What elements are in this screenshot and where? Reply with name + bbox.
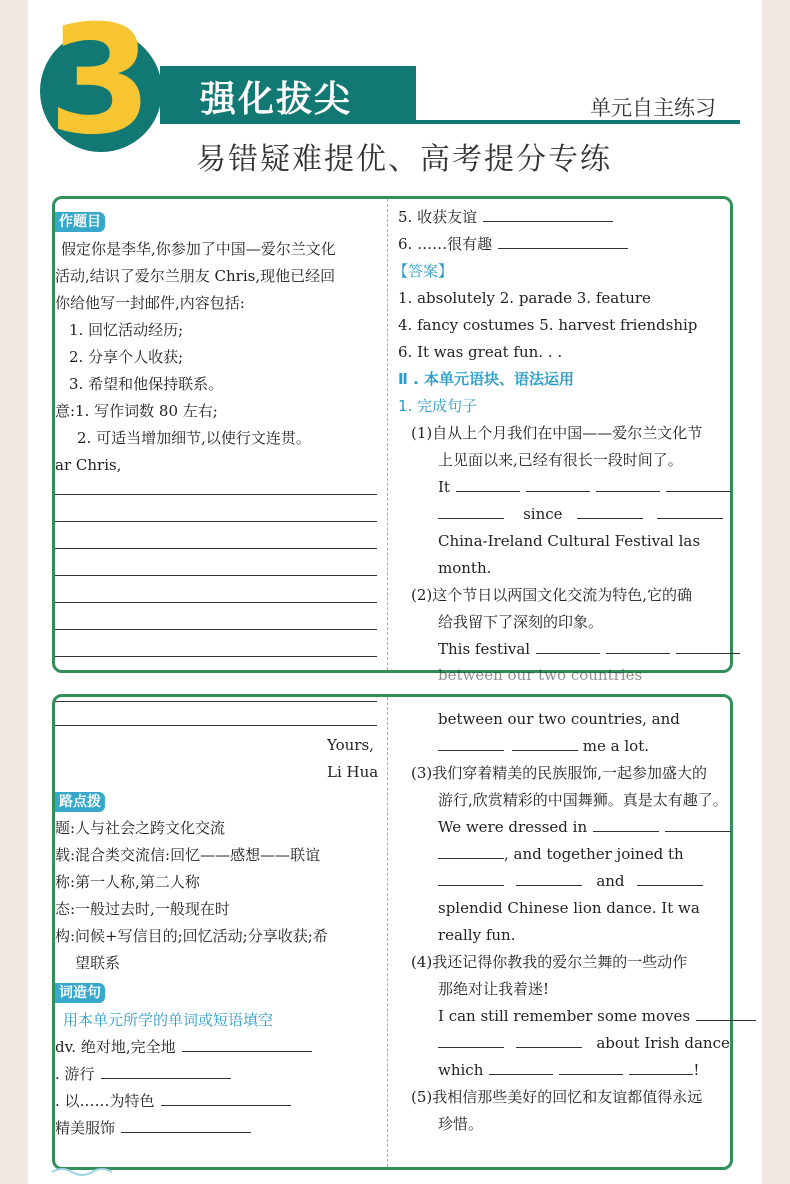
tips-line: 望联系 — [75, 954, 121, 972]
answer-blank[interactable] — [657, 505, 723, 519]
sentence-fill: between our two countries — [438, 666, 643, 684]
sentence-fill: splendid Chinese lion dance. It wa — [438, 899, 700, 917]
answer-line: 1. absolutely 2. parade 3. feature — [398, 289, 651, 307]
answer-blank[interactable] — [665, 818, 731, 832]
letter-greeting: ar Chris, — [55, 456, 122, 474]
sentence-prompt: (4)我还记得你教我的爱尔兰舞的一些动作 — [411, 953, 688, 971]
section-heading: Ⅱ . 本单元语块、语法运用 — [398, 370, 575, 388]
sentence-prompt: (2)这个节日以两国文化交流为特色,它的确 — [411, 586, 693, 604]
answer-blank[interactable] — [489, 1061, 553, 1075]
answer-label: 【答案】 — [393, 262, 454, 280]
task-line: 你给他写一封邮件,内容包括: — [55, 294, 245, 312]
answer-blank[interactable] — [438, 872, 504, 886]
answer-blank[interactable] — [676, 640, 740, 654]
task-line: 活动,结识了爱尔兰朋友 Chris,现他已经回 — [55, 267, 336, 285]
sentence-fill: , and together joined th — [438, 844, 684, 864]
vocab-item-6: 6. ……很有趣 — [398, 234, 628, 254]
answer-blank[interactable] — [637, 872, 703, 886]
exercise-heading: 1. 完成句子 — [398, 397, 478, 415]
vocab-item: . 游行 — [55, 1064, 231, 1084]
sentence-fill: month. — [438, 559, 492, 577]
sentence-prompt: 游行,欣赏精彩的中国舞狮。真是太有趣了。 — [438, 791, 728, 809]
vocab-item: dv. 绝对地,完全地 — [55, 1037, 312, 1057]
sentence-prompt: 珍惜。 — [438, 1115, 484, 1133]
sentence-fill: since — [438, 504, 723, 524]
sentence-prompt: 上见面以来,已经有很长一段时间了。 — [438, 451, 683, 469]
tips-line: 态:一般过去时,一般现在时 — [55, 900, 230, 918]
answer-blank[interactable] — [593, 818, 659, 832]
task-line: 意:1. 写作词数 80 左右; — [55, 402, 218, 420]
sentence-fill: which ! — [438, 1061, 700, 1079]
answer-blank[interactable] — [512, 737, 578, 751]
tips-line: 称:第一人称,第二人称 — [55, 873, 200, 891]
task-line: 2. 分享个人收获; — [69, 348, 184, 366]
answer-blank[interactable] — [121, 1119, 251, 1133]
exercise-panel-top — [52, 196, 733, 684]
vocab-tag: 词造句 — [55, 982, 105, 1003]
task-line: 1. 回忆活动经历; — [69, 321, 184, 339]
answer-blank[interactable] — [596, 478, 660, 492]
answer-blank[interactable] — [438, 1034, 504, 1048]
answer-blank[interactable] — [629, 1061, 693, 1075]
writing-line[interactable] — [55, 701, 377, 702]
sentence-fill: and — [438, 871, 703, 891]
vocab-item: . 以……为特色 — [55, 1091, 291, 1111]
answer-blank[interactable] — [577, 505, 643, 519]
exercise-panel-bottom — [52, 694, 733, 1170]
answer-blank[interactable] — [606, 640, 670, 654]
sentence-fill: me a lot. — [438, 736, 649, 756]
answer-blank[interactable] — [559, 1061, 623, 1075]
sentence-prompt: 那绝对让我着迷! — [438, 980, 550, 998]
answer-blank[interactable] — [101, 1065, 231, 1079]
sentence-fill: This festival — [438, 639, 740, 659]
column-divider — [387, 697, 388, 1167]
section-subtitle: 易错疑难提优、高考提分专练 — [196, 142, 612, 177]
writing-line[interactable] — [55, 521, 377, 522]
answer-line: 6. It was great fun. . . — [398, 343, 563, 361]
vocab-item-5: 5. 收获友谊 — [398, 207, 613, 227]
answer-blank[interactable] — [161, 1092, 291, 1106]
answer-blank[interactable] — [438, 737, 504, 751]
tips-tag: 路点拨 — [55, 791, 105, 812]
sentence-fill: really fun. — [438, 926, 516, 944]
tips-line: 载:混合类交流信:回忆——感想——联谊 — [55, 846, 321, 864]
writing-line[interactable] — [55, 575, 377, 576]
wave-decoration — [52, 1164, 172, 1176]
page-margin-right — [762, 0, 790, 1184]
writing-line[interactable] — [55, 725, 377, 726]
answer-blank[interactable] — [483, 208, 613, 222]
task-line: 3. 希望和他保持联系。 — [69, 375, 224, 393]
answer-blank[interactable] — [456, 478, 520, 492]
vocab-instruction: 用本单元所学的单词或短语填空 — [63, 1011, 274, 1029]
task-line: 2. 可适当增加细节,以使行文连贯。 — [77, 429, 311, 447]
writing-line[interactable] — [55, 602, 377, 603]
tips-line: 构:问候+写信目的;回忆活动;分享收获;希 — [55, 927, 328, 945]
writing-line[interactable] — [55, 629, 377, 630]
sentence-fill: China-Ireland Cultural Festival las — [438, 532, 701, 550]
sentence-prompt: 给我留下了深刻的印象。 — [438, 613, 604, 631]
sentence-fill: I can still remember some moves — [438, 1006, 756, 1026]
section-number: 3 — [48, 0, 149, 168]
tips-line: 题:人与社会之跨文化交流 — [55, 819, 226, 837]
sentence-prompt: (3)我们穿着精美的民族服饰,一起参加盛大的 — [411, 764, 708, 782]
task-tag: 作题目 — [55, 211, 105, 232]
writing-line[interactable] — [55, 548, 377, 549]
answer-blank[interactable] — [498, 235, 628, 249]
answer-blank[interactable] — [516, 1034, 582, 1048]
answer-blank[interactable] — [666, 478, 730, 492]
letter-closing: Yours, — [327, 736, 374, 754]
column-divider — [387, 199, 388, 670]
answer-blank[interactable] — [182, 1038, 312, 1052]
section-title: 强化拔尖 — [200, 79, 353, 120]
letter-signature: Li Hua — [327, 763, 379, 781]
sentence-fill: about Irish dance — [438, 1033, 730, 1053]
sentence-fill: It — [438, 477, 730, 497]
unit-label: 单元自主练习 — [590, 96, 716, 120]
answer-blank[interactable] — [536, 640, 600, 654]
task-line: 假定你是李华,你参加了中国—爱尔兰文化 — [61, 240, 336, 258]
sentence-prompt: (1)自从上个月我们在中国——爱尔兰文化节 — [411, 424, 703, 442]
sentence-fill: We were dressed in — [438, 817, 731, 837]
writing-line[interactable] — [55, 494, 377, 495]
answer-blank[interactable] — [696, 1007, 756, 1021]
sentence-fill: between our two countries, and — [438, 710, 680, 728]
answer-blank[interactable] — [516, 872, 582, 886]
vocab-item: 精美服饰 — [55, 1118, 251, 1138]
writing-line[interactable] — [55, 656, 377, 657]
page-margin-left — [0, 0, 28, 1184]
answer-blank[interactable] — [438, 845, 504, 859]
answer-blank[interactable] — [526, 478, 590, 492]
sentence-prompt: (5)我相信那些美好的回忆和友谊都值得永远 — [411, 1088, 703, 1106]
answer-blank[interactable] — [438, 505, 504, 519]
answer-line: 4. fancy costumes 5. harvest friendship — [398, 316, 698, 334]
